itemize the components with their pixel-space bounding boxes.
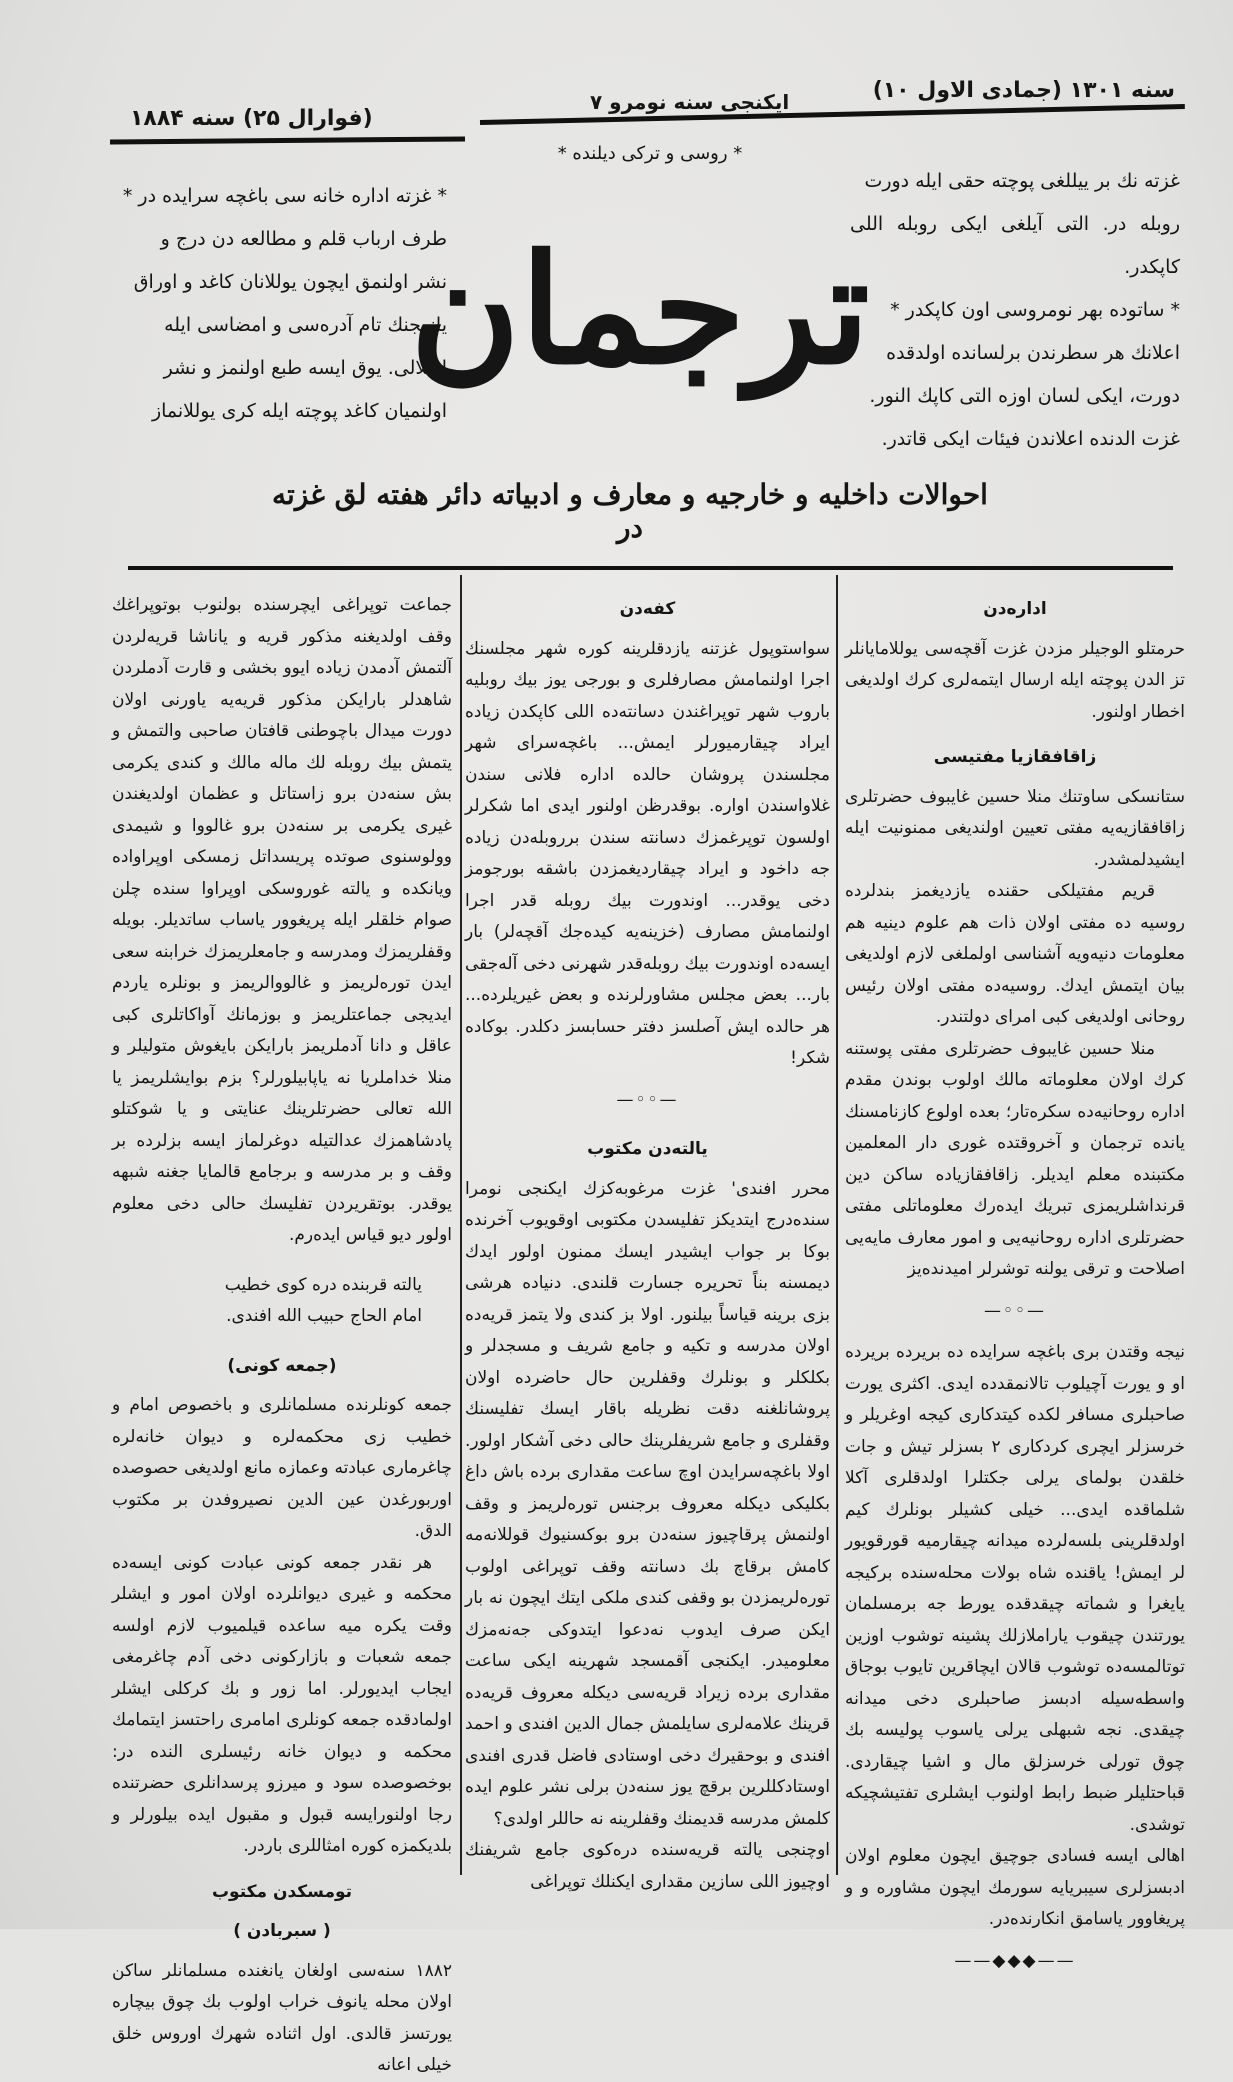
article-paragraph: حرمتلو الوجیلر مزدن غزت آقچەسی یوللامایانلر تز الدن پوچته ایله ارسال ایتمەلری کرك اولدیغی اخطار اولنور. <box>845 638 1185 722</box>
issue-number: ایکنجی سنه نومرو ۷ <box>590 90 790 114</box>
masthead-motto: احوالات داخلیه و خارجیه و معارف و ادبیاته دائر هفته لق غزته در <box>272 478 988 544</box>
office-line: اولنمیان کاغد پوچته ایله کری یوللانماز <box>151 400 447 422</box>
office-line: اوللالی. یوق ایسه طبع اولنمز و نشر <box>163 357 447 379</box>
article-heading: کفەدن <box>619 599 676 619</box>
column-middle <box>465 590 830 1898</box>
office-line: نشر اولنمق ایچون یوللانان کاغد و اوراق <box>133 271 447 293</box>
signature-line: امام الحاج حبیب الله افندی. <box>226 1306 422 1326</box>
subscription-info <box>850 160 1180 461</box>
column-rule-2 <box>836 575 838 1875</box>
subscription-line: غزته نك بر ییللغی پوچته حقی ایله دورت <box>864 170 1180 192</box>
article-paragraph: قریم مفتیلکی حقنده یازدیغمز بندلرده روسیه ده مفتی اولان ذات هم علوم دینیه هم معلومات دنیەویه آشناسی اولملغی لازم اولدیغی بیان ایتمش ایدك. روسیەده مفتی اولان رئیس روحانی اولدیغی کبی امرای دولتندر. <box>845 881 1185 1027</box>
article-paragraph: اهالی ایسه فسادی جوچیق ایچون معلوم اولان ادبسزلری سیبریایه سورمك ایچون مشاوره و و پریغاوور یاسامق انکارندەدر. <box>845 1846 1185 1929</box>
column-rule-1 <box>460 575 462 1875</box>
masthead-subtitle: * روسی و ترکی دیلنده * <box>557 143 743 164</box>
article-paragraph: ۱۸۸۲ سنەسی اولغان یانغنده مسلمانلر ساکن اولان محله یانوف خراب اولوب بك چوق بیچاره یورتسز قالدی. اول اثناده شهرك اوروس خلق خیلی اعانه <box>112 1960 452 2075</box>
office-info <box>112 175 447 433</box>
article-paragraph: هر نقدر جمعه کونی عبادت کونی ایسەده محکمه و غیری دیوانلرده اولان امور و ایشلر وقت یکره میه ساعده قیلمیوب لازم اولسه جمعه شعبات و بازارکونی دخی آدم چاغرمغی ایجاب ایدیورلر. اما زور و بك کرکلی ایشلر اولمادقده جمعه کونلری امامری راحتسز ایتمامك محکمه و دیوان خانه رئیسلری النده در: بوخصوصده سود و میرزو پرسدانلری حضرتنده رجا اولنورایسه قبول و مقبول ایده بیلورلر و بلدیکمزه کوره امثاللری باردر. <box>112 1552 452 1856</box>
office-line: * غزته اداره خانه سی باغچه سرایده در * <box>122 185 447 207</box>
article-paragraph: اوچنجی یالته قریەسنده درەکوی جامع شریفنك اوچیوز اللی سازین مقداری ایکنلك توپراغی <box>465 1840 830 1892</box>
article-paragraph: ستانسکی ساوتنك منلا حسین غایبوف حضرتلری زاقافقازیەیه مفتی تعیین اولندیغی ممنونیت ایله ایشیدلمشدر. <box>845 786 1185 870</box>
office-line: یازیجنك تام آدرەسی و امضاسی ایله <box>164 314 447 336</box>
subscription-line: روبله در. التی آیلغی ایکی روبله اللی کاپکدر. <box>850 213 1180 278</box>
section-divider: —◦◦— <box>983 1300 1047 1321</box>
article-heading: زاقافقازیا مفتیسی <box>933 747 1097 767</box>
gregorian-date: (فوارال ۲۵) سنه ۱۸۸۴ <box>130 106 373 131</box>
article-paragraph: منلا حسین غایبوف حضرتلری مفتی پوستنه کرك اولان معلوماته مالك اولوب بوندن مقدم ادارە روحانیەده سکرەتار؛ بعده اولوع کازنامسنك یانده ترجمان و آخروقتده غوری دار المعلمین مکتبنده معلم ایدیلر. زاقافقازیاده ساکن دین قرنداشلریمزی تبریك ایدەرك معلوماتلی مفتی حضرتلری ادارە روحانیەیی و امور معارف مایەیی اصلاحت و ترقی یولنه توشرلر امیدندەیز <box>845 1038 1185 1279</box>
masthead-rule-left <box>110 136 465 144</box>
article-heading: (جمعه کونی) <box>227 1355 337 1376</box>
dateline <box>110 72 1185 131</box>
subscription-line: دورت، ایکی لسان اوزه التی کاپك النور. <box>869 385 1180 407</box>
article-subheading: ( سبربادن ) <box>233 1921 331 1941</box>
article-heading: یالتەدن مکتوب <box>587 1139 708 1159</box>
masthead-title: ترجمان <box>410 222 870 398</box>
letter-signature <box>112 1270 452 1333</box>
subscription-line: اعلانك هر سطرندن برلسانده اولدقده <box>886 342 1180 364</box>
article-paragraph: سواستوپول غزتنه یازدقلرینه کوره شهر مجلسنك اجرا اولنمامش مصارفلری و بورجی یوز بیك روبلیه باروب شهر توپراغندن دسانتەده اللی کاپکدن زیاده ایراد چیقارمیورلر ایمش... باغچەسرای شهر مجلسندن پروشان حالده اداره فلانی سندن غلاواسندن اواره. بوقدرظن اولنور ایدی اما شکرلر اولسون توپرغمزك دسانته سندن برروبلەدن زیاده جه داخود و ایراد چیقاردیغمزدن باشقه بورجومز دخی یوقدر... اوندورت بیك روبله قدر اجرا اولنمامش مصارف (خزینەیه کیدەجك آقچەلر) بار ایسەده اوندورت بیك روبلەقدر شهرنی دخی آلەجقی بار... بعض مجلس مشاورلرنده و بعض غیریلرده... هر حالده ایش آصلسز دفتر حسابسز دکلدر. بوکاده شکر! <box>465 638 830 1068</box>
column-left <box>112 590 452 2082</box>
body-top-rule <box>128 566 1173 570</box>
column-right <box>845 590 1185 1987</box>
article-paragraph: محرر افندی' غزت مرغوبەکزك ایکنجی نومرا سندەدرج ایتدیکز تفلیسدن مکتوبی اوقویوب آخرنده بوکا بر جواب ایشیدر ایسك ممنون اولور ایدك دیمسنه بناً تحریره جسارت قلندی. دنیاده هرشی بزی برینه قیاساً بیلنور. اولا بز کندی ولا یتمز قریەده اولان مدرسه و تکیه و جامع شریف و مسجدلر و بکلکلر و بونلرك وقفلرین حال حاضرده اولان پروشانلغنه دقت نظریله باقار ایسك تفلیسنك وقفلری و جامع شریفلرینك حالی دخی آشکار اولور. اولا باغچەسرایدن اوچ ساعت مقداری برده باش داغ بکلیکی دیکلە معروف برجنس تورەلریمز و وقف اولنمش پرقاچیوز سنەدن برو بوکسنیوك قوللانەمه کامش برقاچ بك دسانته وقف توپراغی اولوب تورەلریمزدن بو وقفی کندی ملکی ایتك ایچون نه بار ایکن صرف ایدوب نەدعوا ایتدوکی جەنەمزك معلومیدر. ایکنجی آقمسجد شهرینه ایکی ساعت مقداری برده زیراد قریەسی دیکلە معروف قریەده قرینك علامەلری سایلمش جمال الدین افندی و احمد افندی و بوحقیرك دخی اوستادی فاضل قدری افندی اوستادکللرین برقچ یوز سنەدن برلی نشر علوم ایده کلمش مدرسه قدیمنك وقفلرینه نه حاللر اولدی؟ <box>465 1178 830 1829</box>
article-heading: تومسکدن مکتوب <box>211 1881 353 1902</box>
hijri-date: سنه ۱۳۰۱ (جمادی الاول ۱۰) <box>872 78 1175 103</box>
section-divider: ——◆◆◆—— <box>954 1950 1076 1971</box>
article-paragraph: نیجه وقتدن بری باغچه سرایده ده بریرده بریرده او و یورت آچیلوب تالانمقدده ایدی. اکثری یورت صاحبلری مسافر لکده کیتدکاری کیجه اوغریلر و خرسزلر ایچری کردکاری ۲ بسزلر تیش و جات خلقدن بولمای یرلی جکتلرا اولدقلری آکلا شلماقده ایدی... خیلی کشیلر بونلرك کیم اولدقلرینی بلسەلرده میدانه چیقارمیه قورقویور لر ایمش! یاقنده شاه بولات محلەسنده برکیجه یایغرا و شماته چیقدقده یورط جه برمسلمان یورتندن چیقوب یاراملازلك پشینه توشوب اوزین توتالمسەده توشوب قالان ایچاقرین تایوب بوجاق واسطەسیله ادبسز صاحبلری دخی میدانه چیقدی. نجه شبهلی یرلی یاسوب پولیسه بك چوق تورلی خرسزلق مال و اشیا چیقاردی. قباحتلیلر ضبط رابط اولنوب ایشلری تفتیشچیکه توشدی. <box>845 1342 1185 1835</box>
article-heading: ادارەدن <box>983 599 1047 619</box>
section-divider: —◦◦— <box>616 1089 679 1110</box>
subscription-line: غزت الدنده اعلاندن فیئات ایکی قاتدر. <box>881 428 1180 450</box>
article-paragraph: جماعت توپراغی ایچرسنده بولنوب بوتوپراغك وقف اولدیغنه مذکور قریه و یاناشا قریەلردن آلتمش آدمدن زیاده ایوو بخشی و قارت آدملردن شاهدلر بارایکن مذکور قریەیه یاورنی اولان دورت میدال باچوطنی قافتان صاحبی والتمش و یتمش بیك روبله لك ماله مالك و کندی یکرمی بش سنەدن برو زاستاتل و عظمان اولدیغندن غیری یکرمی بر سنەدن برو غالووا و شیمدی وولوسنوی صوتده پریسداتل زمسکی اوپراوادە ویانکده و یالته غوروسکی اوپراوا سنده چلن صوام خلقلر ایله پریغوور یاساب ساتدیلر. بویله وقفلریمزك ومدرسه و جامعلریمزك خرابنه سعی ایدن تورەلریمز و غالووالریمز و بونلره یاردم ایدیجی جماعتلریمز و بوزمانك آواکاتلری کبی عاقل و دانا آدملریمز بارایکن بایغوش متولیلر و منلا خداملریا نه یاپابیلورلر؟ بزم بوایشلریمز یا الله تعالی حضرتلرینك عنایتی و یا شوکتلو پادشاهمزك عدالتیله دوغرلماز ایسه بزلرده بر وقف و بر مدرسه و برجامع قالمایا جغنه شبهه یوقدر. بوتقریردن تفلیسك حالی دخی معلوم اولور دیو قیاس ایدەرم. <box>112 595 452 1245</box>
office-line: طرف ارباب قلم و مطالعه دن درج و <box>160 228 447 250</box>
subscription-line: * ساتوده بهر نومروسی اون کاپکدر * <box>890 299 1180 321</box>
article-paragraph: جمعه کونلرنده مسلمانلری و باخصوص امام و خطیب زی محکمەلره و دیوان خانەلره چاغرماری عبادته وعمازه مانع اولدیغی حصوصده اوربورغدن عین الدین نصیروفدن بر مکتوب الدق. <box>112 1395 452 1541</box>
signature-line: یالته قربنده درە کوی خطیب <box>224 1274 422 1295</box>
